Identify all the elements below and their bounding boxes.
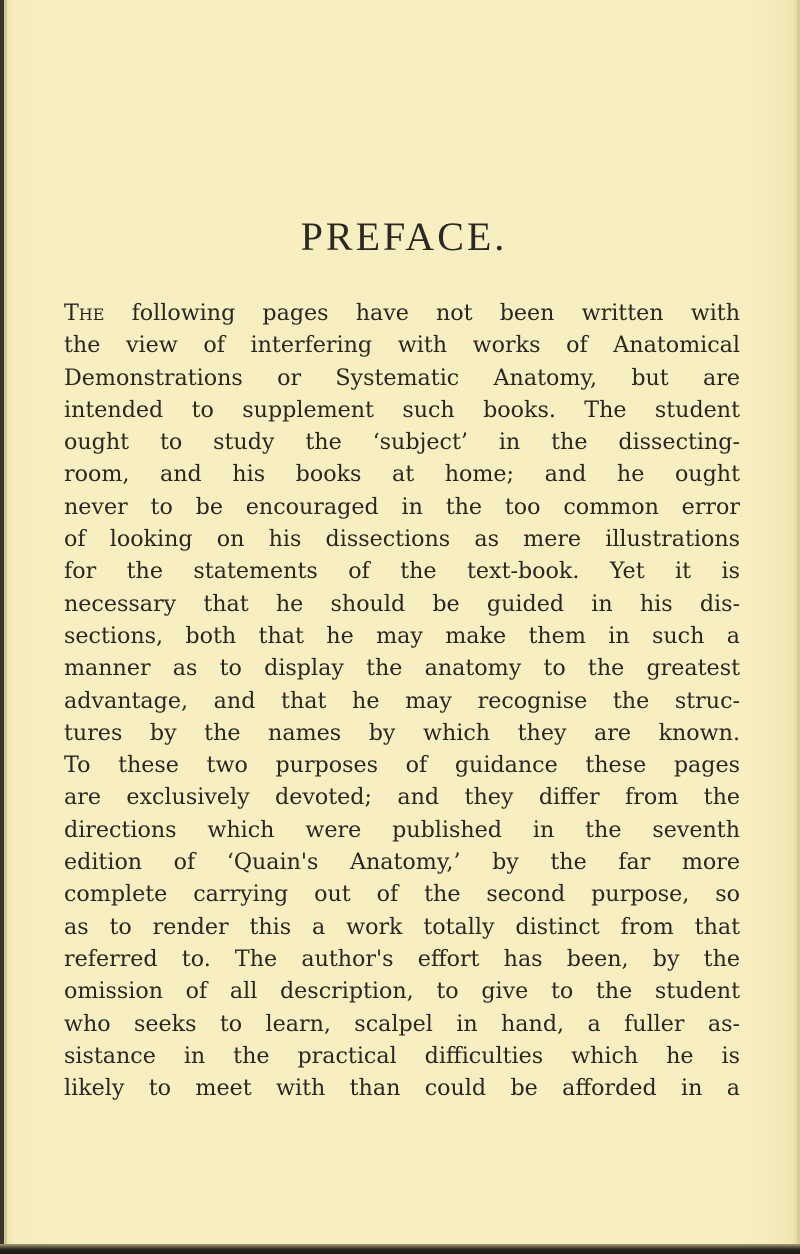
text-line: never to be encouraged in the too common error	[64, 493, 740, 520]
text-line: necessary that he should be guided in his dis-	[64, 590, 740, 617]
text-line: sections, both that he may make them in such a	[64, 622, 740, 649]
text-line: as to render this a work totally distinct from that	[64, 913, 740, 940]
opening-word: The	[64, 300, 105, 326]
text-line: edition of ‘Quain's Anatomy,’ by the far more	[64, 849, 740, 876]
text-line: likely to meet with than could be afforded in a	[64, 1075, 740, 1102]
text-line: directions which were published in the seventh	[64, 816, 740, 843]
text-line: intended to supplement such books. The student	[64, 396, 740, 423]
text-line: room, and his books at home; and he ought	[64, 461, 740, 488]
text-line: of looking on his dissections as mere illustrations	[64, 526, 740, 553]
text-line: To these two purposes of guidance these pages	[64, 752, 740, 779]
text-line: advantage, and that he may recognise the struc-	[64, 687, 740, 714]
page-gutter-edge	[4, 0, 7, 1254]
text-line: manner as to display the anatomy to the greatest	[64, 655, 740, 682]
text-line: complete carrying out of the second purpose, so	[64, 881, 740, 908]
text-line: ought to study the ‘subject’ in the dissecting-	[64, 429, 740, 456]
text-line: for the statements of the text-book. Yet it is	[64, 558, 740, 585]
text-line: tures by the names by which they are known.	[64, 719, 740, 746]
preface-body	[64, 297, 740, 1104]
page-bottom-edge	[0, 1244, 800, 1254]
text-line: omission of all description, to give to the student	[64, 978, 740, 1005]
text-line: referred to. The author's effort has been, by the	[64, 945, 740, 972]
text-line: are exclusively devoted; and they differ from the	[64, 784, 740, 811]
text-line: the view of interfering with works of Anatomical	[64, 332, 740, 359]
text-line: Demonstrations or Systematic Anatomy, but are	[64, 364, 740, 391]
text-line: who seeks to learn, scalpel in hand, a fuller as-	[64, 1010, 740, 1037]
text-line: sistance in the practical difficulties which he is	[64, 1042, 740, 1069]
text-line: The following pages have not been written with	[64, 300, 740, 326]
page-title: PREFACE.	[300, 214, 508, 259]
